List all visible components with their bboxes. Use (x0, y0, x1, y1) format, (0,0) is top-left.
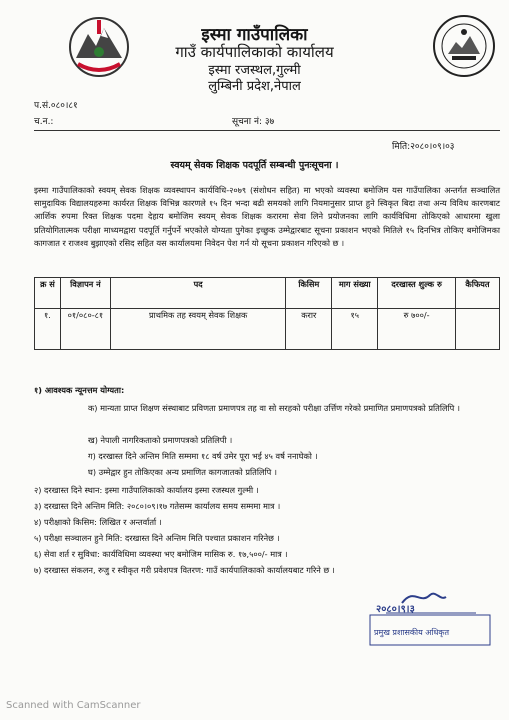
ps-number: प.सं.०८०।८१ (34, 101, 78, 111)
cell-serial: १. (35, 309, 61, 350)
point-2: २) दरखास्त दिने स्थान: इस्मा गाउँपालिकाको कार्यालय इस्मा रजस्थल गुल्मी । (34, 485, 259, 495)
point-7: ७) दरखास्त संकलन, रुजु र स्वीकृत गरी प्रवेशपत्र वितरण: गाउँ कार्यपालिकाको कार्यालयबाट गरिने छ । (34, 565, 335, 575)
requirement-item: ग) दरखास्त दिने अन्तिम मिति सम्ममा १८ वर्ष उमेर पूरा भई ४५ वर्ष ननाघेको । (88, 451, 318, 461)
cell-post: प्राथमिक तह स्वयम् सेवक शिक्षक (110, 309, 285, 350)
col-fee: दरखास्त शुल्क रु (378, 278, 456, 309)
col-post: पद (110, 278, 285, 309)
vacancy-table (34, 277, 500, 350)
col-remarks: कैफियत (456, 278, 500, 309)
signature-date: २०८०।९।३ (376, 604, 415, 615)
notice-date: मिति:२०८०।०९।०३ (392, 142, 455, 152)
cell-ad-number: ०१/०८०-८१ (60, 309, 110, 350)
cell-remarks (456, 309, 500, 350)
table-header-row (35, 278, 500, 309)
scanner-watermark: Scanned with CamScanner (6, 700, 141, 711)
point-5: ५) परीक्षा सञ्चालन हुने मिति: दरखास्त दिने अन्तिम मिति पश्चात प्रकाशन गरिनेछ । (34, 533, 280, 543)
col-demand: माग संख्या (332, 278, 378, 309)
office-name: गाउँ कार्यपालिकाको कार्यालय (175, 43, 334, 61)
municipality-name: इस्मा गाउँपालिका (201, 25, 308, 45)
point-3: ३) दरखास्त दिने अन्तिम मिति: २०८०।०९।१७ गतेसम्म कार्यालय समय सम्ममा मात्र । (34, 501, 281, 511)
notice-number: सूचना नं: ३७ (232, 117, 275, 127)
signature-stamp (356, 585, 496, 651)
table-row (35, 309, 500, 350)
ch-number: च.न.: (34, 117, 54, 127)
cell-type: करार (286, 309, 332, 350)
requirement-item: क) मान्यता प्राप्त शिक्षण संस्थाबाट प्रविणता प्रमाणपत्र तह वा सो सरहको परीक्षा उर्त्तिण गरेको प्रमाणित प्रमाणपत्रको प्रतिलिपि । (88, 403, 460, 413)
notice-title: स्वयम् सेवक शिक्षक पदपूर्ति सम्बन्धी पुनःसूचना । (170, 160, 339, 171)
cell-demand: १५ (332, 309, 378, 350)
point-6: ६) सेवा शर्त र सुविधा: कार्यविधिमा व्यवस्था भए बमोजिम मासिक रु. १७,५००/- मात्र । (34, 549, 288, 559)
col-type: किसिम (286, 278, 332, 309)
requirement-item: घ) उम्मेद्वार हुन तोकिएका अन्य प्रमाणित कागजातको प्रतिलिपि । (88, 467, 277, 477)
header-divider (34, 130, 500, 131)
requirement-item: ख) नेपाली नागरिकताको प्रमाणपत्रको प्रतिलिपी । (88, 435, 233, 445)
address-line-2: लुम्बिनी प्रदेश,नेपाल (208, 79, 301, 94)
notice-body: इस्मा गाउँपालिकाको स्वयम् सेवक शिक्षक व्यवस्थापन कार्यविधि-२०७९ (संशोधन सहित) मा भएको व्यवस्था बमोजिम यस गाउँपालिका अन्तर्गत सञ्चालित सामुदायिक विद्यालयहरुमा कार्यरत शिक्षक विभिन्न कारणले १५ दिन भन्दा बढी समयको लागि नियमानुसार प्राप्त हुने स्विकृत बिदा तथा अन्य विविध कारणबाट आर्शिक रुपमा रिक्त शिक्षक पदमा देहाय बमोजिम स्वयम् सेवक शिक्षक करारमा सेवा लिने प्रयोजनका लागि कार्यविधिमा तोकिएको आधारमा खुला प्रतियोगितात्मक परीक्षा माध्यमद्वारा पदपूर्ति गर्नुपर्ने भएकोले योग्यता पुगेका इच्छुक उम्मेद्वारबाट सूचना प्रकाशन भएको मितिले १५ दिनभित्र तोकिए बमोजिमका कागजात र राजश्व बुझाएको रसिद सहित यस कार्यालयमा निवेदन पेश गर्न यो सूचना प्रकाशन गरिएको छ । (34, 185, 500, 248)
point-4: ४) परीक्षाको किसिम: लिखित र अन्तर्वार्ता । (34, 517, 162, 527)
col-ad-number: विज्ञापन नं (60, 278, 110, 309)
col-serial: क्र सं (35, 278, 61, 309)
address-line-1: इस्मा रजस्थल,गुल्मी (208, 63, 301, 78)
cell-fee: रु ७००/- (378, 309, 456, 350)
requirements-heading: १) आवश्यक न्यूनत्तम योग्यता: (34, 385, 125, 395)
signatory-designation: प्रमुख प्रशासकीय अधिकृत (374, 628, 450, 637)
